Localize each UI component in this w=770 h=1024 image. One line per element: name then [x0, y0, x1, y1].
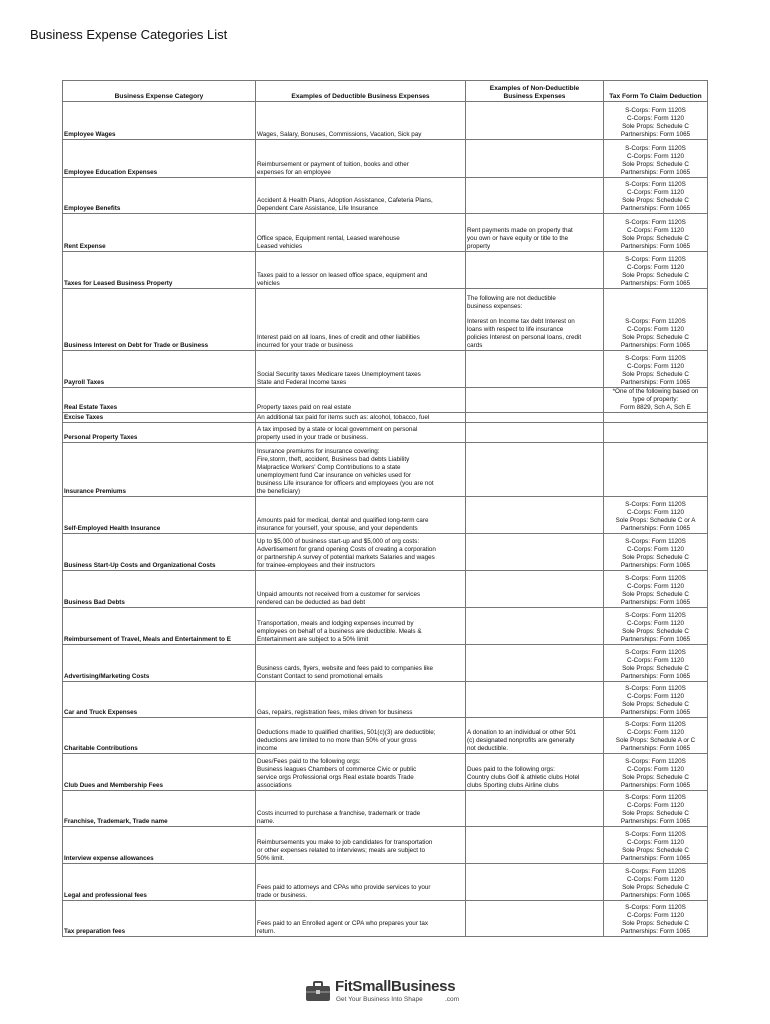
tax-form-cell: S-Corps: Form 1120S C-Corps: Form 1120 Sole Props: Schedule C Partnerships: Form 1065 [604, 252, 708, 289]
tax-form-cell: S-Corps: Form 1120S C-Corps: Form 1120 Sole Props: Schedule C Partnerships: Form 1065 [604, 140, 708, 178]
table-row [63, 533, 708, 570]
category-cell: Insurance Premiums [63, 442, 256, 496]
deductible-cell: Interest paid on all loans, lines of credit and other liabilities incurred for your trade or business [256, 289, 466, 351]
nondeductible-cell [466, 178, 604, 214]
tax-form-cell: S-Corps: Form 1120S C-Corps: Form 1120 Sole Props: Schedule C Partnerships: Form 1065 [604, 178, 708, 214]
category-cell: Taxes for Leased Business Property [63, 252, 256, 289]
category-cell: Payroll Taxes [63, 351, 256, 388]
nondeductible-cell [466, 826, 604, 863]
expense-table-container [62, 80, 707, 937]
category-cell: Personal Property Taxes [63, 422, 256, 442]
tax-form-cell: S-Corps: Form 1120S C-Corps: Form 1120 Sole Props: Schedule C Partnerships: Form 1065 [604, 790, 708, 826]
table-row [63, 900, 708, 936]
deductible-cell: Taxes paid to a lessor on leased office space, equipment and vehicles [256, 252, 466, 289]
table-row [63, 753, 708, 790]
nondeductible-cell [466, 102, 604, 140]
deductible-cell: Up to $5,000 of business start-up and $5,000 of org costs: Advertisement for grand opening Costs of creating a corporation or partnership A survey of potential markets Salaries and wages for trainee-employees and their instructors [256, 533, 466, 570]
tax-form-cell: S-Corps: Form 1120S C-Corps: Form 1120 Sole Props: Schedule C Partnerships: Form 1065 [604, 826, 708, 863]
page-title: Business Expense Categories List [30, 27, 228, 42]
tax-form-cell: S-Corps: Form 1120S C-Corps: Form 1120 Sole Props: Schedule C Partnerships: Form 1065 [604, 644, 708, 681]
tax-form-cell [604, 422, 708, 442]
deductible-cell: Transportation, meals and lodging expenses incurred by employees on behalf of a business are deductible. Meals & Entertainment are subject to a 50% limit [256, 607, 466, 644]
briefcase-logo-icon [305, 980, 331, 1002]
deductible-cell: Deductions made to qualified charities, 501(c)(3) are deductible; deductions are limited to no more than 50% of your gross income [256, 717, 466, 753]
deductible-cell: Costs incurred to purchase a franchise, trademark or trade name. [256, 790, 466, 826]
fitsmallbusiness-logo [305, 978, 465, 1008]
table-body [63, 102, 708, 937]
table-row [63, 412, 708, 422]
tax-form-cell: S-Corps: Form 1120S C-Corps: Form 1120 Sole Props: Schedule C Partnerships: Form 1065 [604, 533, 708, 570]
tax-form-cell: S-Corps: Form 1120S C-Corps: Form 1120 Sole Props: Schedule C or A Partnerships: Form 1065 [604, 496, 708, 533]
nondeductible-cell: A donation to an individual or other 501 (c) designated nonprofits are generally not deductible. [466, 717, 604, 753]
header-form: Tax Form To Claim Deduction [604, 81, 708, 102]
nondeductible-cell [466, 422, 604, 442]
nondeductible-cell [466, 900, 604, 936]
nondeductible-cell [466, 681, 604, 717]
nondeductible-cell [466, 140, 604, 178]
category-cell: Business Start-Up Costs and Organizational Costs [63, 533, 256, 570]
deductible-cell: An additional tax paid for items such as: alcohol, tobacco, fuel [256, 412, 466, 422]
nondeductible-cell [466, 388, 604, 413]
category-cell: Interview expense allowances [63, 826, 256, 863]
table-row [63, 863, 708, 900]
deductible-cell: Reimbursement or payment of tuition, books and other expenses for an employee [256, 140, 466, 178]
deductible-cell: Unpaid amounts not received from a customer for services rendered can be deducted as bad debt [256, 570, 466, 607]
category-cell: Business Bad Debts [63, 570, 256, 607]
table-row [63, 422, 708, 442]
tax-form-cell: S-Corps: Form 1120S C-Corps: Form 1120 Sole Props: Schedule C Partnerships: Form 1065 [604, 681, 708, 717]
table-row [63, 607, 708, 644]
nondeductible-cell [466, 351, 604, 388]
category-cell: Tax preparation fees [63, 900, 256, 936]
deductible-cell: Fees paid to attorneys and CPAs who provide services to your trade or business. [256, 863, 466, 900]
table-row [63, 826, 708, 863]
table-row [63, 388, 708, 413]
deductible-cell: Dues/Fees paid to the following orgs: Business leagues Chambers of commerce Civic or public service orgs Professional orgs Real estate boards Trade associations [256, 753, 466, 790]
deductible-cell: Office space, Equipment rental, Leased warehouse Leased vehicles [256, 214, 466, 252]
logo-suffix: .com [445, 996, 460, 1003]
nondeductible-cell [466, 496, 604, 533]
deductible-cell: Social Security taxes Medicare taxes Unemployment taxes State and Federal Income taxes [256, 351, 466, 388]
table-row [63, 790, 708, 826]
tax-form-cell: S-Corps: Form 1120S C-Corps: Form 1120 Sole Props: Schedule C Partnerships: Form 1065 [604, 753, 708, 790]
header-nondeductible [466, 81, 604, 102]
table-row [63, 140, 708, 178]
deductible-cell: Business cards, flyers, website and fees paid to companies like Constant Contact to send promotional emails [256, 644, 466, 681]
category-cell: Business Interest on Debt for Trade or Business [63, 289, 256, 351]
nondeductible-cell [466, 533, 604, 570]
table-row [63, 496, 708, 533]
table-row [63, 214, 708, 252]
table-row [63, 442, 708, 496]
category-cell: Franchise, Trademark, Trade name [63, 790, 256, 826]
deductible-cell: Wages, Salary, Bonuses, Commissions, Vacation, Sick pay [256, 102, 466, 140]
table-header-row [63, 81, 708, 102]
category-cell: Employee Education Expenses [63, 140, 256, 178]
nondeductible-cell [466, 790, 604, 826]
category-cell: Self-Employed Health Insurance [63, 496, 256, 533]
tax-form-cell: S-Corps: Form 1120S C-Corps: Form 1120 Sole Props: Schedule C Partnerships: Form 1065 [604, 607, 708, 644]
deductible-cell: Gas, repairs, registration fees, miles driven for business [256, 681, 466, 717]
deductible-cell: Fees paid to an Enrolled agent or CPA who prepares your tax return. [256, 900, 466, 936]
tax-form-cell: S-Corps: Form 1120S C-Corps: Form 1120 Sole Props: Schedule C Partnerships: Form 1065 [604, 289, 708, 351]
tax-form-cell: S-Corps: Form 1120S C-Corps: Form 1120 Sole Props: Schedule C Partnerships: Form 1065 [604, 102, 708, 140]
category-cell: Reimbursement of Travel, Meals and Entertainment to E [63, 607, 256, 644]
deductible-cell: Reimbursements you make to job candidates for transportation or other expenses related to interviews; meals are subject to 50% limit. [256, 826, 466, 863]
tax-form-cell [604, 412, 708, 422]
table-row [63, 644, 708, 681]
category-cell: Excise Taxes [63, 412, 256, 422]
table-row [63, 289, 708, 351]
deductible-cell: A tax imposed by a state or local government on personal property used in your trade or business. [256, 422, 466, 442]
tax-form-cell: S-Corps: Form 1120S C-Corps: Form 1120 Sole Props: Schedule C Partnerships: Form 1065 [604, 570, 708, 607]
deductible-cell: Property taxes paid on real estate [256, 388, 466, 413]
nondeductible-cell: Rent payments made on property that you own or have equity or title to the property [466, 214, 604, 252]
nondeductible-cell [466, 442, 604, 496]
logo-wordmark: FitSmallBusiness [335, 978, 456, 995]
tax-form-cell: S-Corps: Form 1120S C-Corps: Form 1120 Sole Props: Schedule C Partnerships: Form 1065 [604, 900, 708, 936]
tax-form-cell: S-Corps: Form 1120S C-Corps: Form 1120 Sole Props: Schedule C Partnerships: Form 1065 [604, 351, 708, 388]
logo-tagline: Get Your Business Into Shape [336, 996, 423, 1003]
nondeductible-cell [466, 412, 604, 422]
table-row [63, 178, 708, 214]
category-cell: Club Dues and Membership Fees [63, 753, 256, 790]
table-row [63, 681, 708, 717]
deductible-cell: Accident & Health Plans, Adoption Assistance, Cafeteria Plans, Dependent Care Assistance, Life Insurance [256, 178, 466, 214]
tax-form-cell: S-Corps: Form 1120S C-Corps: Form 1120 Sole Props: Schedule C Partnerships: Form 1065 [604, 214, 708, 252]
tax-form-cell: *One of the following based on type of property: Form 8829, Sch A, Sch E [604, 388, 708, 413]
category-cell: Employee Wages [63, 102, 256, 140]
category-cell: Real Estate Taxes [63, 388, 256, 413]
category-cell: Advertising/Marketing Costs [63, 644, 256, 681]
table-row [63, 717, 708, 753]
nondeductible-cell: Dues paid to the following orgs: Country clubs Golf & athletic clubs Hotel clubs Sporting clubs Airline clubs [466, 753, 604, 790]
category-cell: Car and Truck Expenses [63, 681, 256, 717]
nondeductible-cell [466, 644, 604, 681]
deductible-cell: Insurance premiums for insurance covering: Fire,storm, theft, accident, Business bad debts Liability Malpractice Workers' Comp Contributions to a state unemployment fund Car insurance on vehicles used for business Life insurance for officers and employees (you are not the beneficiary) [256, 442, 466, 496]
table-row [63, 102, 708, 140]
table-row [63, 351, 708, 388]
header-category: Business Expense Category [63, 81, 256, 102]
category-cell: Legal and professional fees [63, 863, 256, 900]
nondeductible-cell [466, 570, 604, 607]
tax-form-cell [604, 442, 708, 496]
deductible-cell: Amounts paid for medical, dental and qualified long-term care insurance for yourself, your spouse, and your dependents [256, 496, 466, 533]
header-nondeductible-text: Examples of Non-Deductible Business Expenses [489, 85, 580, 100]
tax-form-cell: S-Corps: Form 1120S C-Corps: Form 1120 Sole Props: Schedule C Partnerships: Form 1065 [604, 863, 708, 900]
table-row [63, 570, 708, 607]
nondeductible-cell [466, 607, 604, 644]
tax-form-cell: S-Corps: Form 1120S C-Corps: Form 1120 Sole Props: Schedule A or C Partnerships: Form 1065 [604, 717, 708, 753]
header-deductible: Examples of Deductible Business Expenses [256, 81, 466, 102]
nondeductible-cell [466, 252, 604, 289]
category-cell: Rent Expense [63, 214, 256, 252]
nondeductible-cell [466, 863, 604, 900]
nondeductible-cell: The following are not deductible business expenses: Interest on Income tax debt Interest on loans with respect to life insurance policies Interest on personal loans, credit cards [466, 289, 604, 351]
expense-categories-table [62, 80, 708, 937]
category-cell: Charitable Contributions [63, 717, 256, 753]
category-cell: Employee Benefits [63, 178, 256, 214]
table-row [63, 252, 708, 289]
